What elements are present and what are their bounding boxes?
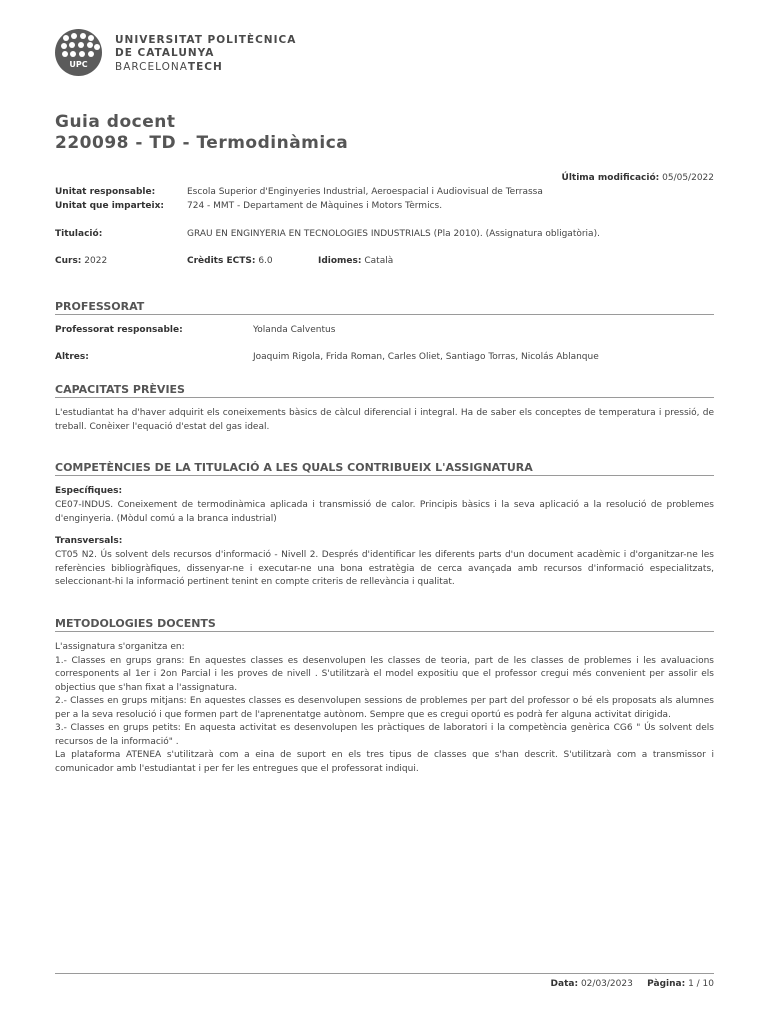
- idiomes-label: Idiomes:: [318, 256, 362, 266]
- credits-value: 6.0: [258, 256, 273, 266]
- credits-label: Crèdits ECTS:: [187, 256, 256, 266]
- unitat-imparteix-label: Unitat que imparteix:: [55, 201, 165, 211]
- metodologies-heading: METODOLOGIES DOCENTS: [55, 617, 714, 632]
- transversals-text: CT05 N2. Ús solvent dels recursos d'informació - Nivell 2. Després d'identificar les diferents parts d'un document acadèmic i d'organitzar-ne les referències bibliogràfiques, dissenyar-ne i executar-ne una bona estratègia de cerca avançada amb recursos d'informació especialitzats, seleccionant-hi la informació pertinent tenint en compte criteris de rellevància i qualitat.: [55, 550, 714, 587]
- curs: [55, 256, 107, 266]
- curs-label: Curs:: [55, 256, 82, 266]
- idiomes-value: Català: [364, 256, 394, 266]
- capacitats-text: L'estudiantat ha d'haver adquirit els coneixements bàsics de càlcul diferencial i integral. Ha de saber els conceptes de temperatura i pressió, de treball. Conèixer l'equació d'estat del gas ideal.: [55, 408, 714, 432]
- footer-info: [551, 979, 714, 989]
- upc-logo: [55, 29, 102, 76]
- unitat-imparteix-value: 724 - MMT - Departament de Màquines i Motors Tèrmics.: [187, 201, 443, 211]
- footer-date-value: 02/03/2023: [580, 979, 633, 989]
- professorat-heading: PROFESSORAT: [55, 300, 714, 315]
- competencies-heading: COMPETÈNCIES DE LA TITULACIÓ A LES QUALS CONTRIBUEIX L'ASSIGNATURA: [55, 461, 714, 476]
- curs-value: 2022: [84, 256, 108, 266]
- capacitats-heading: CAPACITATS PRÈVIES: [55, 383, 714, 398]
- last-modified: [562, 173, 714, 183]
- university-name-line2: DE CATALUNYA: [115, 47, 215, 59]
- last-modified-value: 05/05/2022: [662, 173, 714, 183]
- professorat-responsable-value: Yolanda Calventus: [253, 325, 336, 335]
- footer-page-value: 1 / 10: [688, 979, 714, 989]
- unitat-responsable-label: Unitat responsable:: [55, 187, 156, 197]
- document-title: Guia docent: [55, 112, 176, 132]
- university-name-line3: BARCELONATECH: [115, 61, 223, 73]
- idiomes: [318, 256, 393, 266]
- last-modified-label: Última modificació:: [561, 173, 660, 183]
- course-title: 220098 - TD - Termodinàmica: [55, 133, 349, 153]
- especifiques-text: CE07-INDUS. Coneixement de termodinàmica aplicada i transmissió de calor. Principis bàsics i la seva aplicació a la resolució de problemes d'enginyeria. (Mòdul comú a la branca industrial): [55, 500, 714, 524]
- professorat-altres-value: Joaquim Rigola, Frida Roman, Carles Oliet, Santiago Torras, Nicolás Ablanque: [253, 352, 599, 362]
- especifiques-label: Específiques:: [55, 486, 123, 496]
- logo-text: UPC: [69, 60, 88, 69]
- titulacio-value: GRAU EN ENGINYERIA EN TECNOLOGIES INDUSTRIALS (Pla 2010). (Assignatura obligatòria).: [187, 229, 600, 239]
- titulacio-label: Titulació:: [55, 229, 103, 239]
- professorat-responsable-label: Professorat responsable:: [55, 325, 183, 335]
- unitat-responsable-value: Escola Superior d'Enginyeries Industrial, Aeroespacial i Audiovisual de Terrassa: [187, 187, 543, 197]
- footer-date-label: Data:: [550, 979, 579, 989]
- metodologies-text: L'assignatura s'organitza en: 1.- Classes en grups grans: En aquestes classes es desenvolupen les classes de teoria, part de les classes de problemes i les avaluacions corresponents al 1er i 2on Parcial i les proves de nivell . S'utilitzarà el model expositiu que el professor cregui més convenient per assolir els objectius que s'han fixat a l'assignatura. 2.- Classes en grups mitjans: En aquestes classes es desenvolupen sessions de problemes per part del professor o bé els proposats als alumnes per a la seva resolució i que formen part de l'aprenentatge autònom. Sempre que es cregui oportú es podrà fer alguna activitat dirigida. 3.- Classes en grups petits: En aquesta activitat es desenvolupen les pràctiques de laboratori i la competència genèrica CG6 " Ús solvent dels recursos de la informació" . La plataforma ATENEA s'utilitzarà com a eina de suport en els tres tipus de classes que s'han descrit. S'utilitzarà com a transmissor i comunicador amb l'estudiantat i per fer les entregues que el professorat indiqui.: [55, 642, 714, 774]
- professorat-altres-label: Altres:: [55, 352, 89, 362]
- university-name-line1: UNIVERSITAT POLITÈCNICA: [115, 34, 297, 46]
- footer-divider: [55, 973, 714, 974]
- transversals-label: Transversals:: [55, 536, 123, 546]
- footer-page-label: Pàgina:: [647, 979, 686, 989]
- credits: [187, 256, 273, 266]
